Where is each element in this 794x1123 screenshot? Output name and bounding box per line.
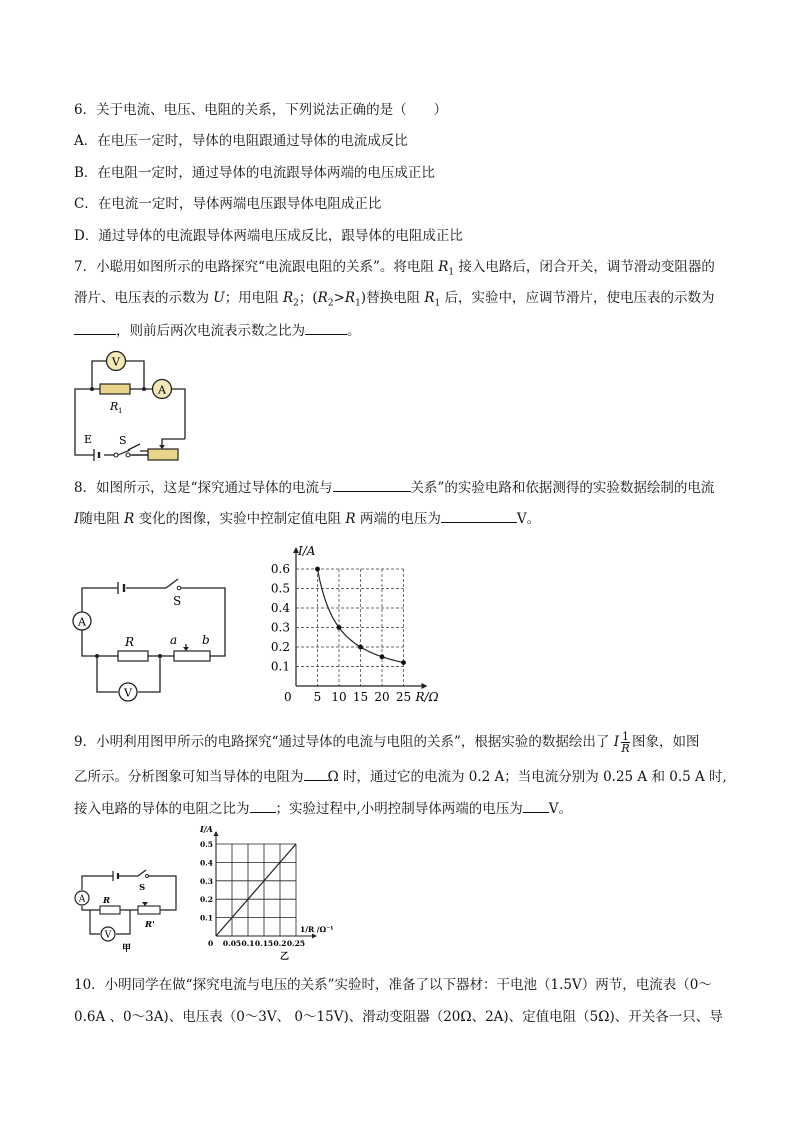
q9-chart-xtick: 0.15 (254, 939, 274, 948)
q7-switch-label: S (119, 434, 127, 447)
q8-slider-b-label: b (202, 633, 210, 647)
q7-battery (94, 449, 99, 461)
q10-line2: 0.6A 、0～3A)、电压表（0～3V、 0～15V)、滑动变阻器（20Ω、2A)、定值电阻（5Ω)、开关各一只、导 (74, 1009, 723, 1025)
q8-blank-2[interactable] (441, 508, 517, 523)
q8-chart-ytick: 0.3 (270, 620, 290, 635)
q8-chart-point (380, 654, 385, 659)
q9-chart-xtick: 0.05 (222, 939, 242, 948)
q8-chart-ytick: 0.6 (270, 562, 290, 576)
q9-resistor-r (100, 906, 120, 914)
q9-switch (138, 870, 146, 876)
q8-chart-xtick: 10 (331, 690, 347, 704)
q9-chart-y-arrow (214, 831, 219, 836)
q8-line2: I随电阻 R 变化的图像，实验中控制定值电阻 R 两端的电压为 V。 (74, 508, 540, 529)
q9-chart-ytick: 0.2 (199, 895, 213, 905)
q8-blank-1[interactable] (333, 477, 411, 492)
q10-line1: 10．小明同学在做“探究电流与电压的关系”实验时，准备了以下器材：干电池（1.5V）两节，电流表（0～ (74, 977, 712, 993)
q8-chart-xtick: 5 (313, 690, 322, 704)
q9-chart-ytick: 0.1 (199, 913, 213, 923)
q6-stem: 6．关于电流、电压、电阻的关系，下列说法正确的是（ ） (74, 102, 448, 118)
q8-chart-ylabel: I/A (298, 544, 316, 558)
q6-option-b: B．在电阻一定时，通过导体的电流跟导体两端的电压成正比 (74, 165, 435, 181)
q7-ammeter-label: A (158, 383, 166, 397)
q7-blank-2[interactable] (305, 320, 347, 335)
q9-circuit-figure-jia (70, 862, 190, 962)
q7-rheostat (148, 449, 178, 460)
q9-figure-jia-caption: 甲 (122, 944, 132, 954)
q8-slider-a-label: a (170, 633, 178, 647)
q9-line2: 乙所示。分析图象可知当导体的电阻为 Ω 时，通过它的电流为 0.2 A；当电流分别为 0.25 A 和 0.5 A 时, (74, 766, 727, 787)
q9-blank-2[interactable] (250, 798, 276, 813)
q9-chart-origin: 0 (208, 939, 214, 948)
q8-chart-point (337, 625, 342, 630)
q9-chart-xlabel: 1/R /Ω⁻¹ (300, 925, 334, 934)
q8-chart-ytick: 0.4 (270, 601, 290, 615)
q8-chart-ytick: 0.5 (270, 581, 290, 596)
q7-r1-subscript: 1 (118, 407, 123, 415)
q9-r-label: R (103, 896, 111, 906)
q8-current-resistance-chart (258, 536, 466, 706)
q9-chart-ylabel: I/A (200, 826, 213, 834)
q6-option-c: C．在电流一定时，导体两端电压跟导体电阻成正比 (74, 196, 382, 212)
q9-blank-3[interactable] (523, 798, 549, 813)
q8-chart-ytick: 0.1 (270, 659, 290, 674)
q9-current-inverse-resistance-chart (194, 826, 344, 966)
q9-voltmeter-label: V (104, 930, 112, 941)
q7-resistor-r1 (100, 384, 130, 394)
q9-chart-ytick: 0.3 (199, 876, 213, 886)
q8-chart-point (315, 567, 320, 572)
q7-r1-label: R (110, 400, 119, 413)
q8-chart-point (401, 660, 406, 665)
q9-chart-ytick: 0.5 (199, 840, 213, 849)
q8-chart-x-arrow (422, 683, 428, 689)
q8-chart-ytick: 0.2 (270, 640, 290, 654)
q8-resistor-r (118, 651, 148, 661)
q9-rheostat (138, 906, 160, 914)
q8-line1: 8．如图所示，这是“探究通过导体的电流与 关系”的实验电路和依据测得的实验数据绘制的电流 (74, 477, 714, 498)
q8-circuit-figure (66, 570, 241, 705)
q8-chart-xtick: 25 (395, 690, 412, 704)
q9-line1: 9．小明利用图甲所示的电路探究“通过导体的电流与电阻的关系”，根据实验的数据绘出了 I $\frac{1}{R}$ 图象，如图 (74, 730, 700, 755)
q8-chart-xtick: 15 (352, 690, 369, 704)
q8-r-label: R (125, 635, 135, 649)
q7-voltmeter-label: V (112, 355, 120, 369)
q8-battery (118, 582, 124, 594)
q9-chart-xtick: 0.25 (286, 939, 306, 948)
q8-ammeter-label: A (78, 615, 86, 629)
q9-chart-xtick: 0.2 (273, 939, 287, 948)
q8-chart-point (358, 645, 363, 650)
q7-line3: ，则前后两次电流表示数之比为 。 (74, 320, 361, 341)
q8-switch-label: S (173, 594, 182, 608)
q6-option-a: A．在电压一定时，导体的电阻跟通过导体的电流成反比 (74, 133, 408, 149)
q7-circuit-figure (70, 345, 195, 465)
q9-battery (113, 871, 118, 881)
q9-line3: 接入电路的导体的电阻之比为 ；实验过程中,小明控制导体两端的电压为 V。 (74, 798, 572, 819)
q9-chart-line (216, 844, 296, 936)
q7-line2: 滑片、电压表的示数为 U；用电阻 $R_2$；$(R_2>R_1)$替换电阻 $R_1$ 后，实验中，应调节滑片，使电压表的示数为 (74, 290, 715, 309)
q8-chart-xtick: 20 (374, 690, 390, 704)
q9-switch-label: S (139, 883, 146, 893)
q7-line1: 7．小聪用如图所示的电路探究“电流跟电阻的关系”。将电阻 $R_1$ 接入电路后，闭合开关，调节滑动变阻器的 (74, 259, 715, 278)
q7-battery-label: E (84, 433, 93, 446)
q9-fraction: $\frac{1}{R}$ (621, 730, 630, 755)
q8-rheostat (174, 651, 210, 661)
q7-blank-1[interactable] (74, 320, 116, 335)
q8-chart-origin: 0 (284, 690, 292, 704)
q8-chart-xlabel: R/Ω (415, 690, 439, 704)
q8-switch (166, 579, 178, 588)
q9-chart-xtick: 0.1 (241, 939, 255, 948)
q9-chart-x-arrow (312, 934, 317, 939)
q6-option-d: D．通过导体的电流跟导体两端电压成反比，跟导体的电阻成正比 (74, 228, 463, 244)
q9-chart-ytick: 0.4 (199, 858, 213, 868)
q8-voltmeter-label: V (124, 686, 132, 700)
q9-ammeter-label: A (78, 894, 86, 905)
q9-blank-1[interactable] (304, 766, 328, 781)
q9-figure-yi-caption: 乙 (280, 952, 290, 962)
q9-rprime-label: R' (145, 920, 155, 930)
